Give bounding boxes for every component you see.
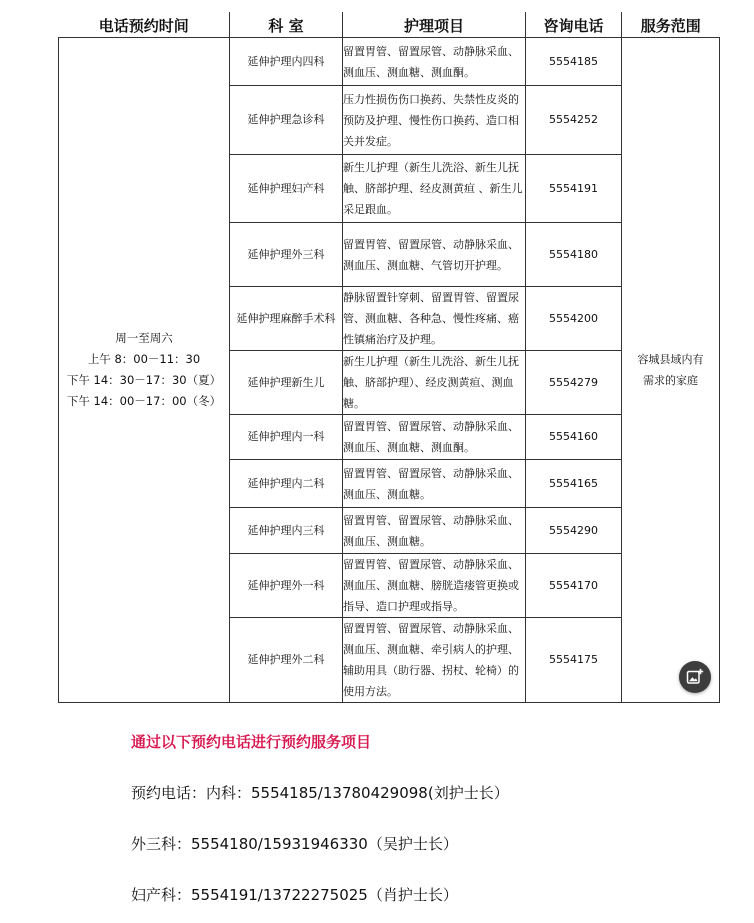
booking-phone-line: 预约电话：内科：5554185/13780429098(刘护士长） — [131, 784, 509, 802]
dept-cell: 延伸护理急诊科 — [230, 86, 343, 155]
phone-cell: 5554170 — [526, 554, 622, 618]
header-phone: 咨询电话 — [526, 12, 622, 38]
items-cell: 新生儿护理（新生儿洗浴、新生儿抚触、脐部护理、经皮测黄疸 、新生儿采足跟血。 — [343, 155, 526, 223]
items-cell: 留置胃管、留置尿管、动静脉采血、测血压、测血糖、测血酮。 — [343, 415, 526, 460]
dept-cell: 延伸护理内一科 — [230, 415, 343, 460]
scope-line: 需求的家庭 — [643, 374, 698, 387]
table-header-row — [59, 12, 720, 38]
phone-cell: 5554180 — [526, 223, 622, 287]
items-cell: 留置胃管、留置尿管、动静脉采血、测血压、测血糖、膀胱造瘘管更换或指导、造口护理或指导。 — [343, 554, 526, 618]
image-add-icon — [686, 668, 704, 686]
appointment-table — [58, 12, 720, 703]
dept-cell: 延伸护理麻醉手术科 — [230, 287, 343, 351]
header-dept: 科 室 — [230, 12, 343, 38]
items-cell: 留置胃管、留置尿管、动静脉采血、测血压、测血糖、牵引病人的护理、辅助用具（助行器、拐杖、轮椅）的使用方法。 — [343, 618, 526, 703]
phone-cell: 5554200 — [526, 287, 622, 351]
service-scope-cell — [622, 38, 720, 703]
phone-cell: 5554185 — [526, 38, 622, 86]
time-line: 下午 14：30－17：30（夏） — [66, 373, 222, 387]
phone-cell: 5554279 — [526, 351, 622, 415]
dept-cell: 延伸护理新生儿 — [230, 351, 343, 415]
dept-cell: 延伸护理外三科 — [230, 223, 343, 287]
items-cell: 静脉留置针穿刺、留置胃管、留置尿管、测血糖、各种急、慢性疼痛、癌性镇痛治疗及护理。 — [343, 287, 526, 351]
header-items: 护理项目 — [343, 12, 526, 38]
add-image-button[interactable] — [679, 661, 711, 693]
dept-cell: 延伸护理外二科 — [230, 618, 343, 703]
dept-cell: 延伸护理内二科 — [230, 460, 343, 508]
booking-notice-title: 通过以下预约电话进行预约服务项目 — [131, 733, 372, 751]
booking-phone-line: 妇产科：5554191/13722275025（肖护士长） — [131, 886, 458, 904]
booking-phone-line: 外三科：5554180/15931946330（吴护士长） — [131, 835, 458, 853]
booking-time-cell — [59, 38, 230, 703]
items-cell: 新生儿护理（新生儿洗浴、新生儿抚触、脐部护理）、经皮测黄疸、测血糖。 — [343, 351, 526, 415]
header-time: 电话预约时间 — [59, 12, 230, 38]
scope-line: 容城县域内有 — [637, 353, 704, 366]
items-cell: 压力性损伤伤口换药、失禁性皮炎的预防及护理、慢性伤口换药、造口相关并发症。 — [343, 86, 526, 155]
time-line: 周一至周六 — [115, 331, 173, 345]
phone-cell: 5554160 — [526, 415, 622, 460]
dept-cell: 延伸护理内四科 — [230, 38, 343, 86]
dept-cell: 延伸护理外一科 — [230, 554, 343, 618]
dept-cell: 延伸护理妇产科 — [230, 155, 343, 223]
header-scope: 服务范围 — [622, 12, 720, 38]
phone-cell: 5554175 — [526, 618, 622, 703]
phone-cell: 5554165 — [526, 460, 622, 508]
phone-cell: 5554252 — [526, 86, 622, 155]
phone-cell: 5554290 — [526, 508, 622, 554]
items-cell: 留置胃管、留置尿管、动静脉采血、测血压、测血糖、测血酮。 — [343, 38, 526, 86]
items-cell: 留置胃管、留置尿管、动静脉采血、测血压、测血糖、气管切开护理。 — [343, 223, 526, 287]
table-row — [59, 38, 720, 86]
time-line: 下午 14：00－17：00（冬） — [66, 394, 222, 408]
dept-cell: 延伸护理内三科 — [230, 508, 343, 554]
time-line: 上午 8：00－11：30 — [87, 352, 201, 366]
items-cell: 留置胃管、留置尿管、动静脉采血、测血压、测血糖。 — [343, 460, 526, 508]
items-cell: 留置胃管、留置尿管、动静脉采血、测血压、测血糖。 — [343, 508, 526, 554]
phone-cell: 5554191 — [526, 155, 622, 223]
